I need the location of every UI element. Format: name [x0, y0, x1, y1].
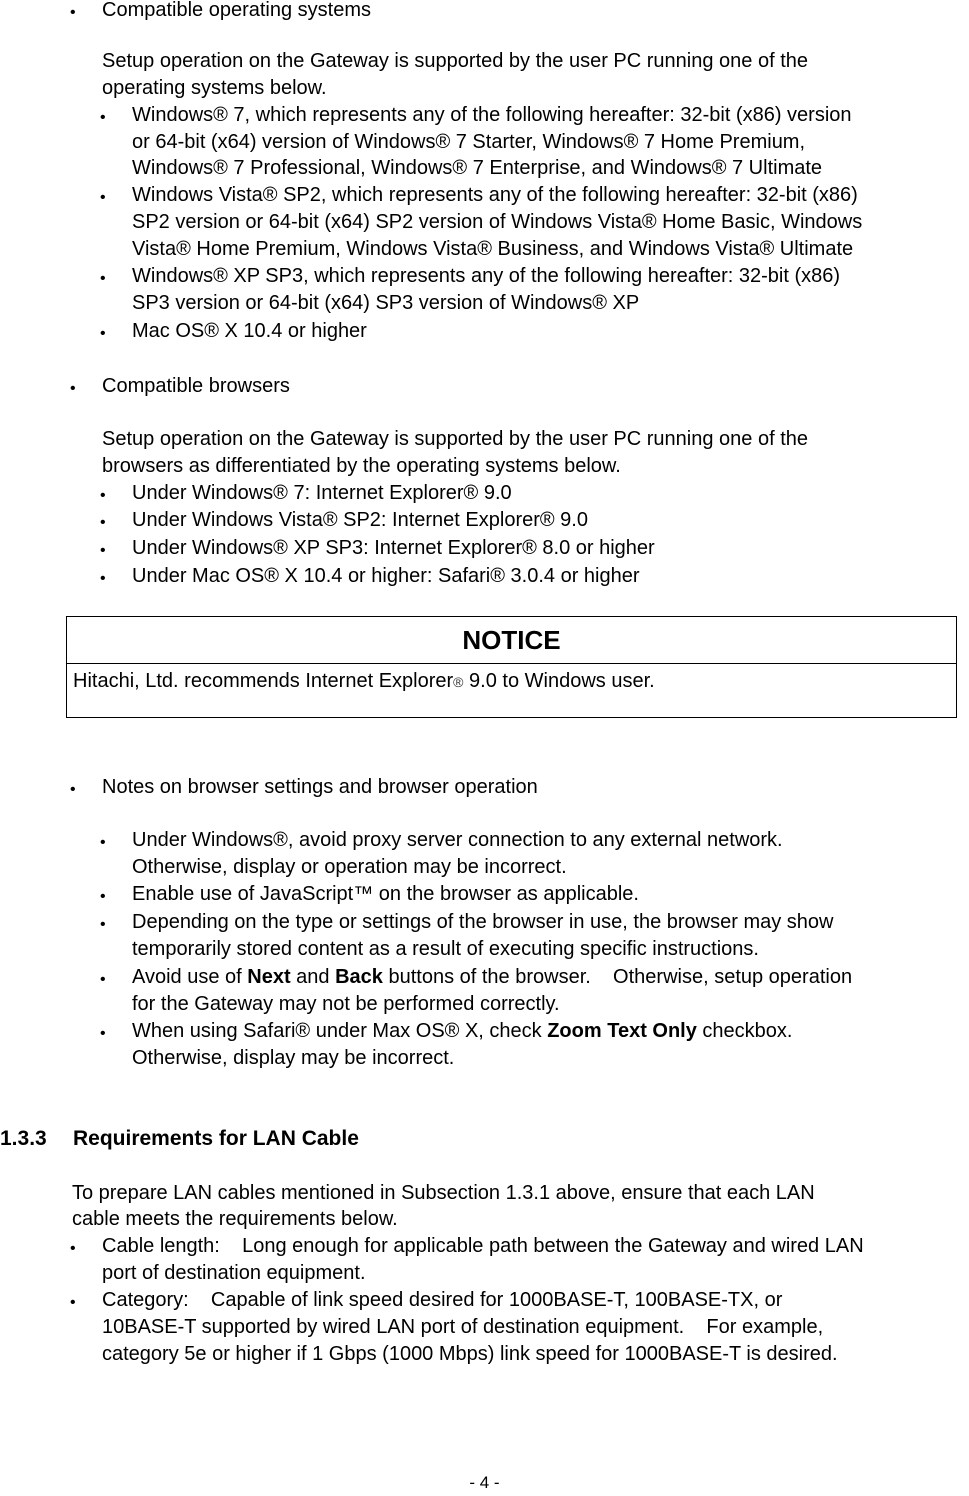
- bullet-icon: •: [70, 4, 76, 21]
- bullet-icon: •: [100, 189, 106, 206]
- browsers-heading: Compatible browsers: [102, 375, 290, 397]
- os-item-3-line2: SP3 version or 64-bit (x64) SP3 version of Windows® XP: [132, 292, 640, 314]
- lan-item-2-line2: 10BASE-T supported by wired LAN port of destination equipment. For example,: [102, 1316, 824, 1338]
- notes-item-5-line1: [132, 1018, 792, 1045]
- os-item-2-line1: Windows Vista® SP2, which represents any of the following hereafter: 32-bit (x86): [132, 184, 858, 206]
- section-number: 1.3.3: [0, 1127, 47, 1150]
- notice-text-after: 9.0 to Windows user.: [463, 670, 655, 692]
- notes-item-5-text-a: When using Safari® under Max OS® X, check: [132, 1020, 548, 1042]
- bullet-icon: •: [100, 1025, 106, 1042]
- notes-item-4-text-c: buttons of the browser. Otherwise, setup operation: [382, 966, 853, 988]
- os-item-3-line1: Windows® XP SP3, which represents any of the following hereafter: 32-bit (x86): [132, 265, 841, 287]
- os-item-1-line1: Windows® 7, which represents any of the following hereafter: 32-bit (x86) version: [132, 104, 852, 126]
- bullet-icon: •: [100, 487, 106, 504]
- notes-item-2: Enable use of JavaScript™ on the browser as applicable.: [132, 883, 639, 905]
- browsers-intro-line2: browsers as differentiated by the operating systems below.: [102, 455, 621, 477]
- bullet-icon: •: [100, 109, 106, 126]
- next-button-label: Next: [247, 966, 291, 988]
- section-title: Requirements for LAN Cable: [73, 1127, 359, 1150]
- notes-item-4-text-a: Avoid use of: [132, 966, 248, 988]
- lan-item-1-line1: Cable length: Long enough for applicable path between the Gateway and wired LAN: [102, 1235, 864, 1257]
- bullet-icon: •: [100, 325, 106, 342]
- os-intro-line1: Setup operation on the Gateway is supported by the user PC running one of the: [102, 50, 809, 72]
- os-intro-line2: operating systems below.: [102, 77, 327, 99]
- bullet-icon: •: [100, 888, 106, 905]
- notice-text: [67, 664, 956, 700]
- page-number: - 4 -: [469, 1473, 500, 1492]
- bullet-icon: •: [100, 514, 106, 531]
- os-heading: Compatible operating systems: [102, 0, 372, 21]
- browser-item-2: Under Windows Vista® SP2: Internet Explorer® 9.0: [132, 509, 588, 531]
- bullet-icon: •: [100, 270, 106, 287]
- notes-item-4-line1: [132, 964, 852, 991]
- browser-item-1: Under Windows® 7: Internet Explorer® 9.0: [132, 482, 512, 504]
- notes-item-3-line1: Depending on the type or settings of the browser in use, the browser may show: [132, 911, 834, 933]
- notice-text-before: Hitachi, Ltd. recommends Internet Explorer: [73, 670, 454, 692]
- lan-item-1-line2: port of destination equipment.: [102, 1262, 366, 1284]
- lan-item-2-line3: category 5e or higher if 1 Gbps (1000 Mbps) link speed for 1000BASE-T is desired.: [102, 1343, 838, 1365]
- lan-intro-line2: cable meets the requirements below.: [72, 1208, 398, 1230]
- notes-item-3-line2: temporarily stored content as a result of executing specific instructions.: [132, 938, 759, 960]
- os-item-2-line3: Vista® Home Premium, Windows Vista® Business, and Windows Vista® Ultimate: [132, 238, 854, 260]
- bullet-icon: •: [100, 542, 106, 559]
- os-item-2-line2: SP2 version or 64-bit (x64) SP2 version of Windows Vista® Home Basic, Windows: [132, 211, 863, 233]
- os-item-1-line3: Windows® 7 Professional, Windows® 7 Enterprise, and Windows® 7 Ultimate: [132, 157, 823, 179]
- lan-intro-line1: To prepare LAN cables mentioned in Subsection 1.3.1 above, ensure that each LAN: [72, 1182, 815, 1204]
- bullet-icon: •: [100, 570, 106, 587]
- bullet-icon: •: [70, 380, 76, 397]
- os-item-4: Mac OS® X 10.4 or higher: [132, 320, 367, 342]
- notes-item-5-text-b: checkbox.: [696, 1020, 793, 1042]
- bullet-icon: •: [100, 834, 106, 851]
- notes-item-1-line1: Under Windows®, avoid proxy server connection to any external network.: [132, 829, 783, 851]
- notes-item-4-line2: for the Gateway may not be performed correctly.: [132, 993, 560, 1015]
- browser-item-4: Under Mac OS® X 10.4 or higher: Safari® 3.0.4 or higher: [132, 565, 640, 587]
- browsers-intro-line1: Setup operation on the Gateway is supported by the user PC running one of the: [102, 428, 809, 450]
- notes-item-1-line2: Otherwise, display or operation may be incorrect.: [132, 856, 567, 878]
- bullet-icon: •: [100, 971, 106, 988]
- notice-title: NOTICE: [67, 617, 956, 664]
- zoom-text-only-label: Zoom Text Only: [547, 1020, 697, 1042]
- notes-item-5-line2: Otherwise, display may be incorrect.: [132, 1047, 455, 1069]
- registered-mark: ®: [453, 674, 464, 690]
- back-button-label: Back: [335, 966, 383, 988]
- bullet-icon: •: [100, 916, 106, 933]
- notes-heading: Notes on browser settings and browser operation: [102, 776, 538, 798]
- notes-item-4-text-b: and: [290, 966, 336, 988]
- bullet-icon: •: [70, 1294, 76, 1311]
- lan-item-2-line1: Category: Capable of link speed desired for 1000BASE-T, 100BASE-TX, or: [102, 1289, 783, 1311]
- notice-box: [66, 616, 957, 718]
- browser-item-3: Under Windows® XP SP3: Internet Explorer® 8.0 or higher: [132, 537, 655, 559]
- os-item-1-line2: or 64-bit (x64) version of Windows® 7 Starter, Windows® 7 Home Premium,: [132, 131, 806, 153]
- bullet-icon: •: [70, 1240, 76, 1257]
- bullet-icon: •: [70, 781, 76, 798]
